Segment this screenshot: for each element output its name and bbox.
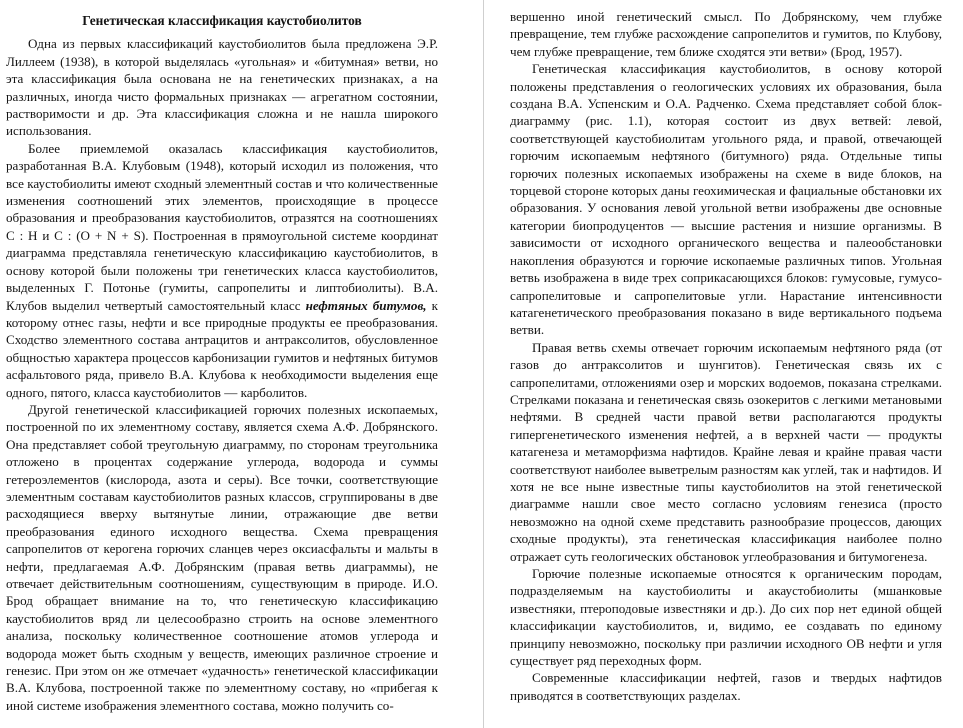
paragraph-text: к которому отнес газы, нефти и все природные продукты ее преобразования. Сходство элементного состава антрацитов и антраксолитов, обусловленное общностью характера процессов карбонизации гумитов и нефтяных битумов асфальтового ряда, привело В.А. Клубова к необходимости выделения еще одного, пятого, класса каустобиолитов — карболитов. xyxy=(6,297,438,400)
paragraph: вершенно иной генетический смысл. По Добрянскому, чем глубже превращение, тем глубже расхождение сапропелитов и гумитов, по Клубову, чем глубже превращение, тем ближе сходятся эти ветви» (Брод, 1957). xyxy=(510,9,942,59)
left-page xyxy=(6,12,438,714)
paragraph: Генетическая классификация каустобиолитов, в основу которой положены представления о геологических условиях их образования, была создана В.А. Успенским и О.А. Радченко. Схема представляет собой блок-диаграмму (рис. 1.1), которая состоит из двух ветвей: левой, соответствующей каустобиолитам угольного ряда, и правой, отвечающей горючим ископаемым нефтяного (битумного) ряда. Отдельные типы горючих полезных ископаемых изображены на схеме в виде блоков, на торцевой стороне которых даны геохимическая и фациальные обстановки их образования. У основания левой угольной ветви изображены две основные категории биопродуцентов — высшие растения и низшие организмы. В зависимости от исходного органического вещества и палеообстановки накопления образуются и горючие ископаемые различных типов. Угольная ветвь изображена в виде трех соприкасающихся блоков: гумусовые, гумусо-сапропелитовые и сапропелитовые угли. Нарастание интенсивности катагенетического преобразования показано в виде вертикального подъема ветви. xyxy=(510,61,942,338)
paragraph: Одна из первых классификаций каустобиолитов была предложена Э.Р. Лиллеем (1938), в которой выделялась «угольная» и «битумная» ветви, но эта классификация была основана не на генетических признаках, а на различных, иногда чисто формальных признаках — агрегатном состоянии, растворимости и др. Эта классификация сложна и не нашла широкого использования. xyxy=(6,36,438,139)
paragraph: Современные классификации нефтей, газов и твердых нафтидов приводятся в соответствующих разделах. xyxy=(510,670,942,703)
paragraph: Правая ветвь схемы отвечает горючим ископаемым нефтяного ряда (от газов до антраксолитов и шунгитов). Генетическая связь их с сапропелитами, отложениями озер и морских водоемов, показана стрелками. Стрелками показана и генетическая связь озокеритов с легкими метановыми нефтями. В средней части правой ветви располагаются продукты гипергенетического изменения нефтей, а в верхней части — продукты катагенеза и метаморфизма нафтидов. Крайне левая и крайне правая части соответствуют наиболее выветрелым разностям как углей, так и нафтидов. И хотя не все ныне известные типы каустобиолитов на этой генетической диаграмме нашли свое место согласно условиям генезиса (просто невозможно на одной схеме представить разнообразие процессов, дающих сходные продукты), эта генетическая классификация наиболее полно отражает суть геологических обстановок углеобразования и битумогенеза. xyxy=(510,339,942,564)
paragraph: Другой генетической классификацией горючих полезных ископаемых, построенной по их элементному составу, является схема А.Ф. Добрянского. Она представляет собой треугольную диаграмму, по сторонам треугольника отложено в процентах содержание углерода, водорода и суммы гетероэлементов (кислорода, азота и серы). Все точки, соответствующие элементным составам каустобиолитов разных классов, сгруппированы в две расходящиеся вверху вытянутые линии, отражающие две ветви преобразования единого исходного вещества. Схема превращения сапропелитов от керогена горючих сланцев через оксиасфальты и мальты в нефти, предлагаемая А.Ф. Добрянским (правая ветвь диаграммы), не отвечает действительным соотношениям, существующим в природе. И.О. Брод обращает внимание на то, что генетическую классификацию каустобиолитов вряд ли целесообразно строить на основе элементного анализа, поскольку количественное соотношение атомов углерода и водорода может быть сходным у веществ, имеющих различное строение и генезис. При этом он же отмечает «удачность» генетической классификации В.А. Клубова, построенной также по элементному составу, но «прибегая к иной системе изображения элементного состава, можно получить со- xyxy=(6,401,438,713)
paragraph: Горючие полезные ископаемые относятся к органическим породам, подразделяемым на каустобиолиты и акаустобиолиты (мшанковые известняки, птероподовые известняки и др.). До сих пор нет единой общей классификации каустобиолитов, и, видимо, ее создавать по единому принципу невозможно, поскольку при различии исходного ОВ нефти и угля существует ряд переходных форм. xyxy=(510,566,942,669)
page-gutter xyxy=(483,0,484,728)
emphasized-term: нефтяных битумов, xyxy=(305,297,427,313)
paragraph-text: Более приемлемой оказалась классификация каустобиолитов, разработанная В.А. Клубовым (1948), который исходил из положения, что все каустобиолиты имеют сходный элементный состав и что количественные изменения соотношений этих элементов, происходящие в процессе образования и преобразования каустобиолитов, отразятся на соотношениях С : Н и С : (О + N + S). Построенная в прямоугольной системе координат диаграмма представляла генетическую классификацию каустобиолитов, в основу которой были положены три генетических класса каустобиолитов, выделенных Г. Потонье (гумиты, сапропелиты и липтобиолиты). В.А. Клубов выделил четвертый самостоятельный класс xyxy=(6,140,438,313)
section-heading: Генетическая классификация каустобиолитов xyxy=(82,13,362,28)
right-page xyxy=(510,8,942,704)
paragraph xyxy=(6,140,438,401)
